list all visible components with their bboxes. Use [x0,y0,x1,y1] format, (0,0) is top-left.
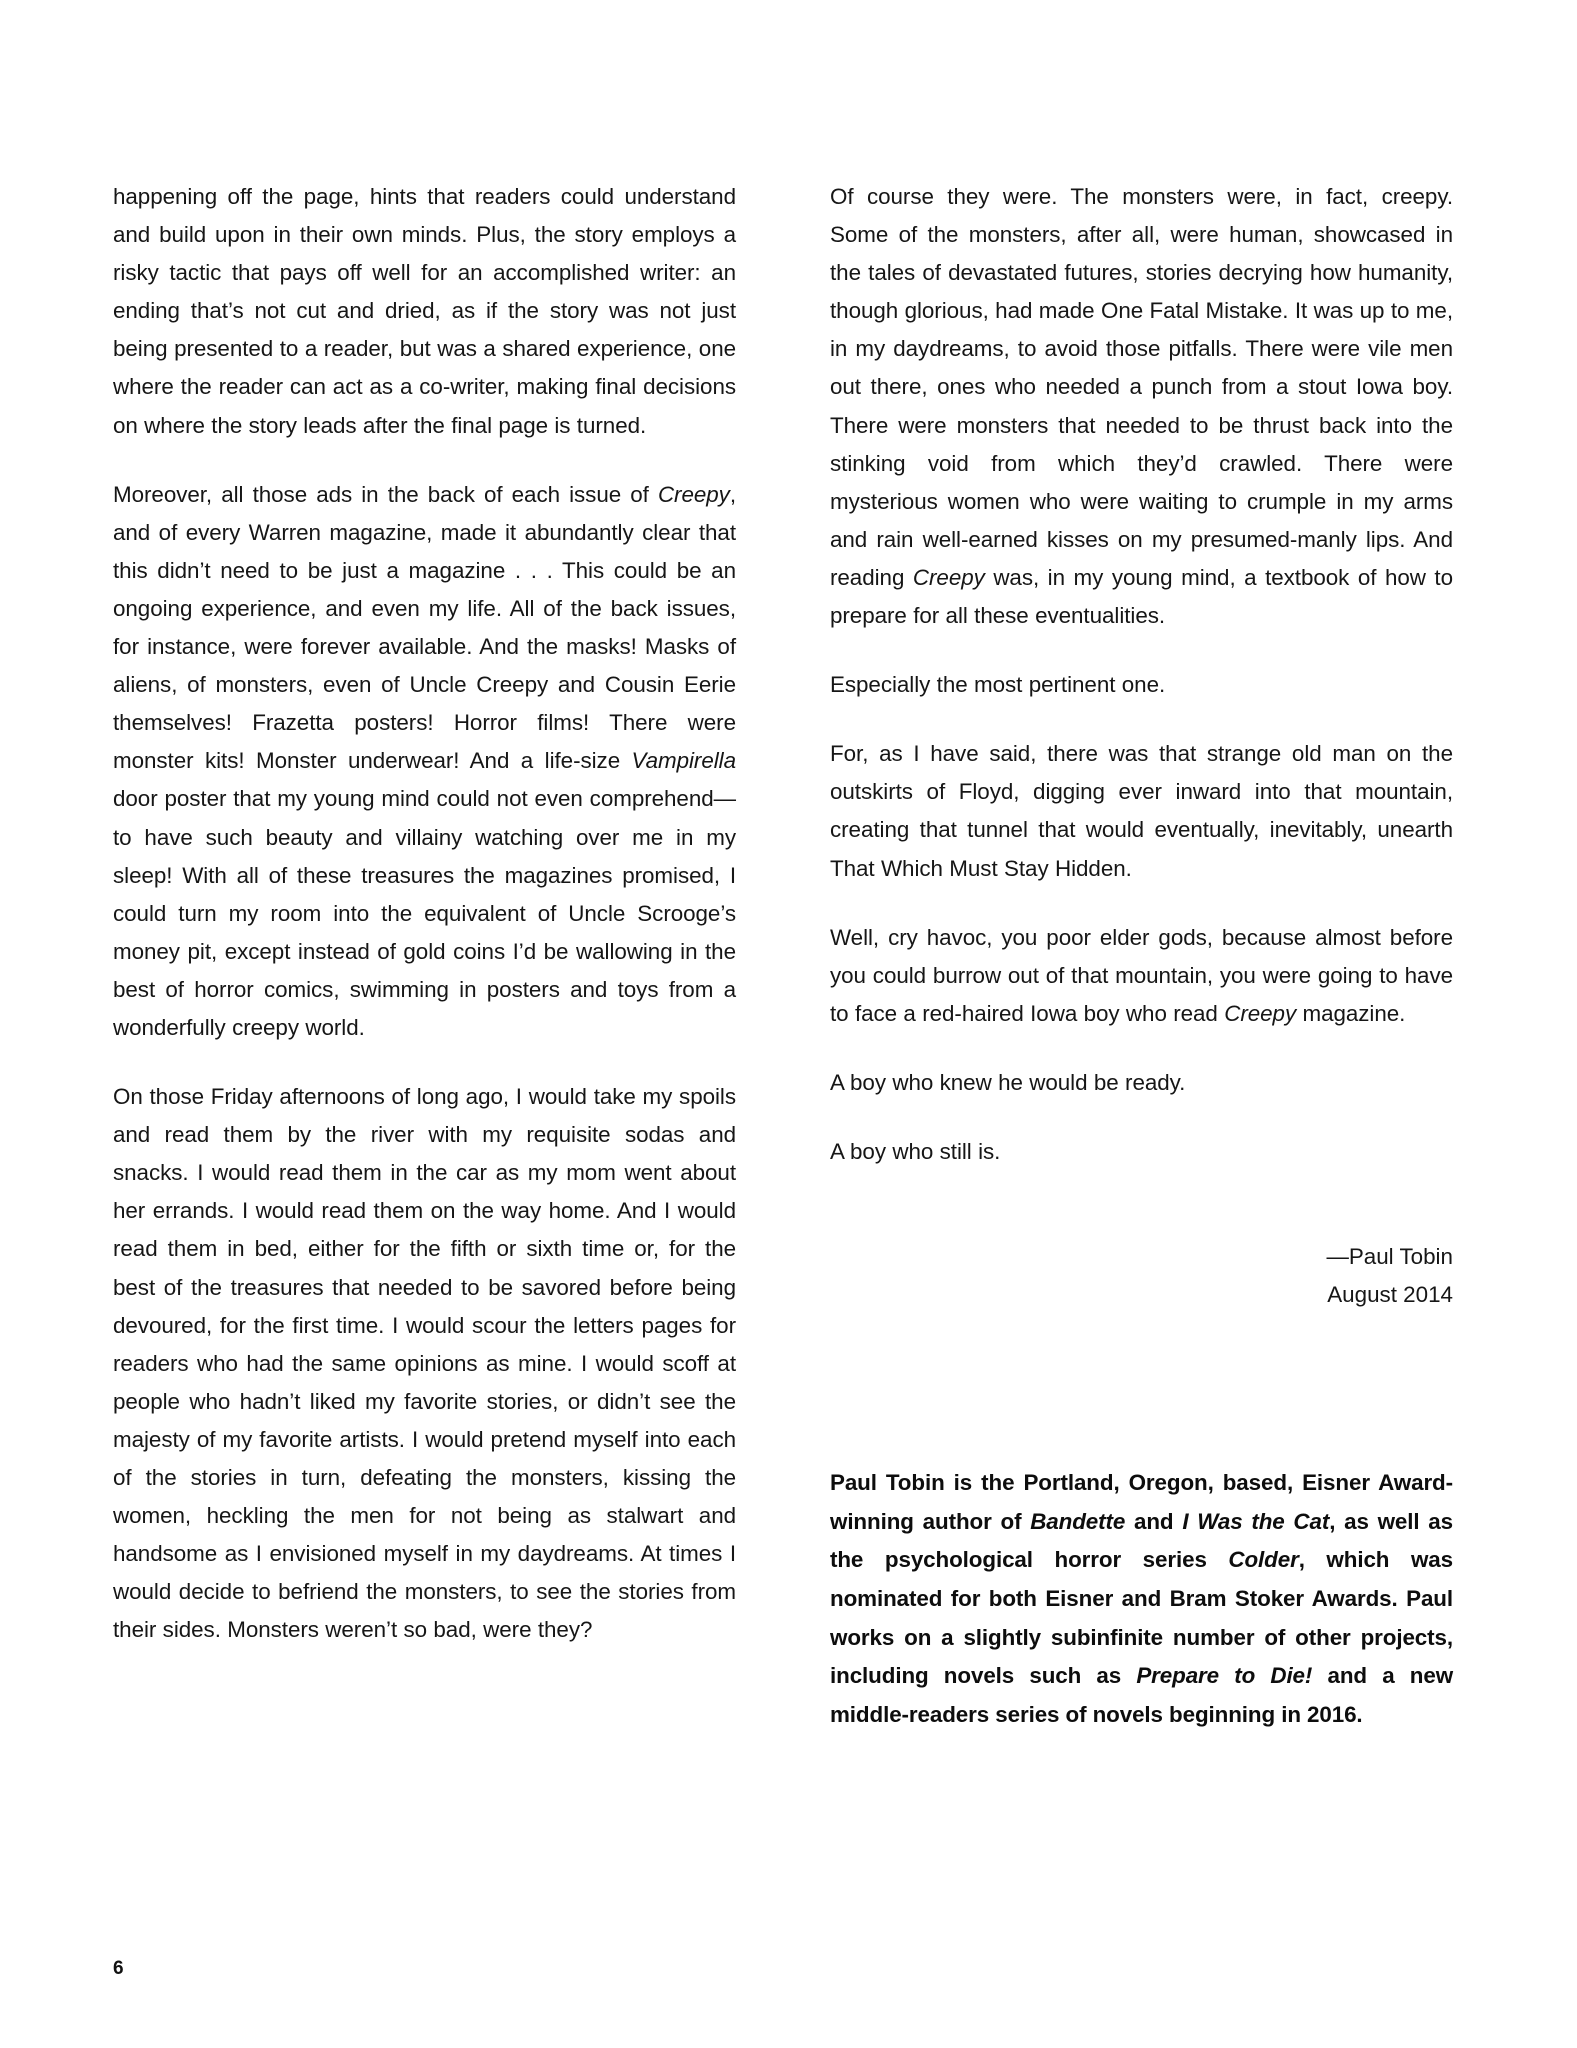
italic-title: I Was the Cat [1182,1508,1330,1534]
paragraph: Especially the most pertinent one. [830,672,1166,698]
italic-title: Colder [1228,1547,1299,1573]
left-column [113,178,736,1838]
two-column-body [113,178,1453,1838]
paragraph: Well, cry havoc, you poor elder gods, because almost before you could burrow out of that mountain, you were going to have to face a red-haired Iowa boy who read Creepy magazine. [830,924,1453,1026]
italic-title: Bandette [1030,1508,1126,1534]
paragraph: A boy who still is. [830,1138,1001,1164]
paragraph: On those Friday afternoons of long ago, I would take my spoils and read them by the river with my requisite sodas and snacks. I would read them in the car as my mom went about her errands. I would read them on the way home. And I would read them in bed, either for the fifth or sixth time or, for the best of the treasures that needed to be savored before being devoured, for the first time. I would scour the letters pages for readers who had the same opinions as mine. I would scoff at people who hadn’t liked my favorite stories, or didn’t see the majesty of my favorite artists. I would pretend myself into each of the stories in turn, defeating the monsters, kissing the women, heckling the men for not being as stalwart and handsome as I envisioned myself in my daydreams. At times I would decide to befriend the monsters, to see the stories from their sides. Monsters weren’t so bad, were they? [113,1084,736,1643]
italic-title: Creepy [1224,1000,1297,1026]
paragraph: Moreover, all those ads in the back of each issue of Creepy, and of every Warren magazine, made it abundantly clear that this didn’t need to be just a magazine . . . This could be an ongoing experience, and even my life. All of the back issues, for instance, were forever available. And the masks! Masks of aliens, of monsters, even of Uncle Creepy and Cousin Eerie themselves! Frazetta posters! Horror films! There were monster kits! Monster underwear! And a life-size Vampirella door poster that my young mind could not even comprehend—to have such beauty and villainy watching over me in my sleep! With all of these treasures the magazines promised, I could turn my room into the equivalent of Uncle Scrooge’s money pit, except instead of gold coins I’d be wallowing in the best of horror comics, swimming in posters and toys from a wonderfully creepy world. [113,481,736,1040]
right-column [830,178,1453,1838]
paragraph: Of course they were. The monsters were, in fact, creepy. Some of the monsters, after all, were human, showcased in the tales of devastated futures, stories decrying how humanity, though glorious, had made One Fatal Mistake. It was up to me, in my daydreams, to avoid those pitfalls. There were vile men out there, ones who needed a punch from a stout Iowa boy. There were monsters that needed to be thrust back into the stinking void from which they’d crawled. There were mysterious women who were waiting to crumple in my arms and rain well-earned kisses on my presumed-manly lips. And reading Creepy was, in my young mind, a textbook of how to prepare for all these eventualities. [830,184,1453,629]
paragraph: happening off the page, hints that readers could understand and build upon in their own minds. Plus, the story employs a risky tactic that pays off well for an accomplished writer: an ending that’s not cut and dried, as if the story was not just being presented to a reader, but was a shared experience, one where the reader can act as a co-writer, making final decisions on where the story leads after the final page is turned. [113,184,736,438]
italic-title: Creepy [912,564,985,590]
italic-title: Vampirella [631,748,736,774]
paragraph: For, as I have said, there was that strange old man on the outskirts of Floyd, digging ever inward into that mountain, creating that tunnel that would eventually, inevitably, unearth That Which Must Stay Hidden. [830,741,1453,881]
page-number: 6 [113,1958,124,1979]
author-bio: Paul Tobin is the Portland, Oregon, based, Eisner Award-winning author of Bandette and I Was the Cat, as well as the psychological horror series Colder, which was nominated for both Eisner and Bram Stoker Awards. Paul works on a slightly subinfinite number of other projects, including novels such as Prepare to Die! and a new middle-readers series of novels beginning in 2016. [830,1470,1454,1727]
paragraph: A boy who knew he would be ready. [830,1069,1186,1095]
italic-title: Prepare to Die! [1136,1663,1313,1689]
signature-date: August 2014 [1327,1282,1453,1308]
italic-title: Creepy [657,481,730,507]
signature-block [830,1238,1453,1314]
signature-author: —Paul Tobin [1326,1244,1453,1270]
